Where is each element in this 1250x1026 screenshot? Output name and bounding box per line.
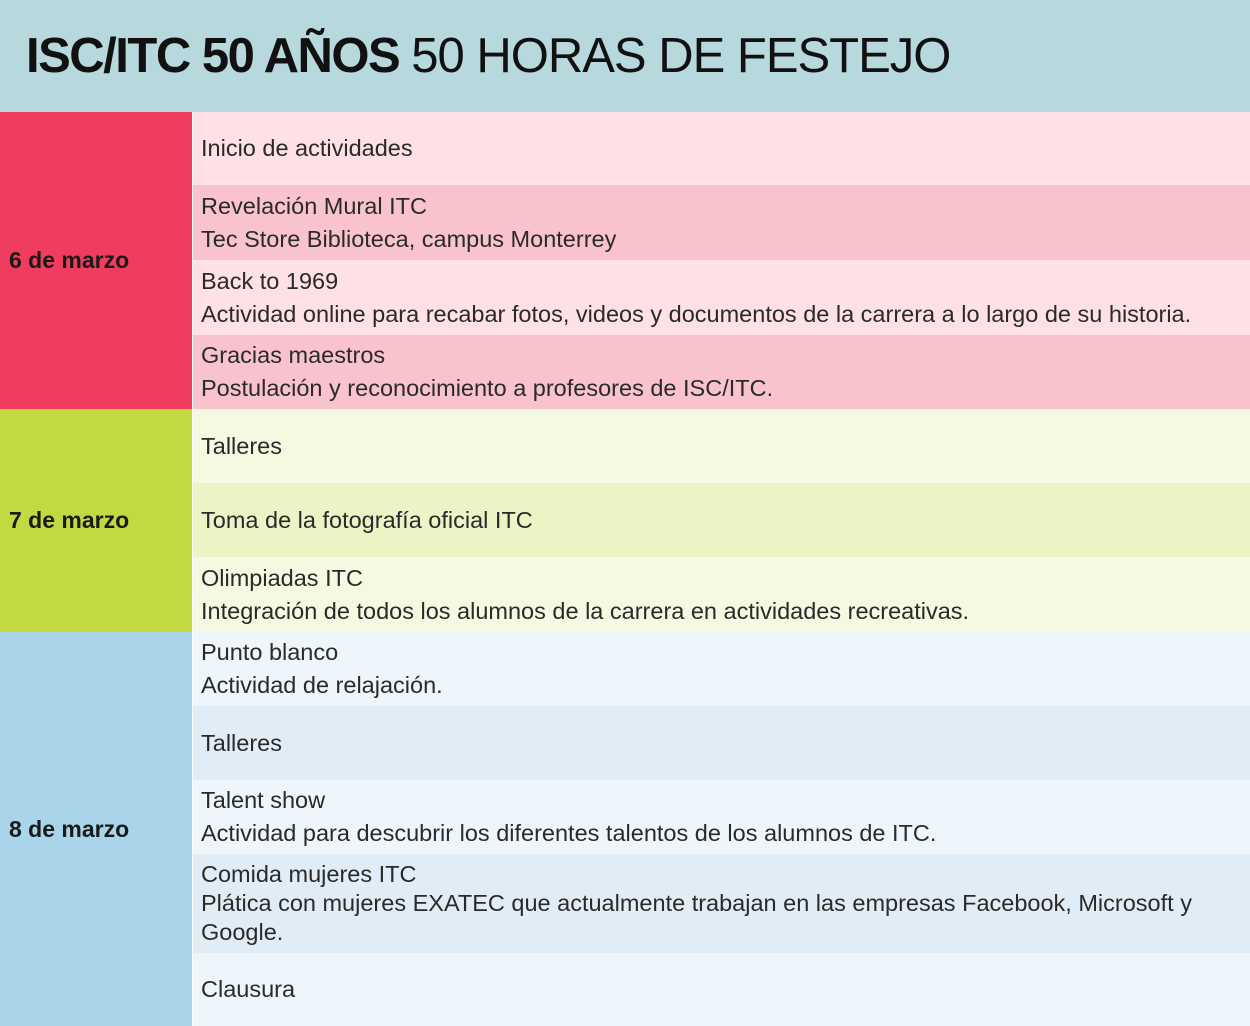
page-header bbox=[0, 0, 1250, 112]
event-title: Gracias maestros bbox=[201, 342, 386, 368]
event-title: Punto blanco bbox=[201, 639, 339, 665]
event-row bbox=[193, 632, 1250, 706]
event-description: Plática con mujeres EXATEC que actualmente trabajan en las empresas Facebook, Microsoft y Google. bbox=[201, 890, 1192, 945]
event-description: Integración de todos los alumnos de la carrera en actividades recreativas. bbox=[201, 597, 970, 624]
event-row bbox=[193, 483, 1250, 557]
event-list bbox=[193, 632, 1250, 1026]
header-title-bold: ISC/ITC 50 AÑOS bbox=[26, 29, 400, 83]
event-title: Comida mujeres ITC bbox=[201, 861, 417, 887]
event-list bbox=[193, 409, 1250, 632]
event-list bbox=[193, 112, 1250, 409]
day-label: 6 de marzo bbox=[0, 112, 192, 409]
event-row bbox=[193, 335, 1250, 409]
event-title: Olimpiadas ITC bbox=[201, 564, 363, 591]
event-row bbox=[193, 409, 1250, 483]
event-title: Inicio de actividades bbox=[201, 135, 413, 161]
event-title: Clausura bbox=[201, 976, 296, 1002]
event-title: Talent show bbox=[201, 787, 326, 813]
event-title: Revelación Mural ITC bbox=[201, 192, 427, 219]
event-title: Back to 1969 bbox=[201, 267, 339, 294]
event-row bbox=[193, 780, 1250, 854]
event-title: Toma de la fotografía oficial ITC bbox=[201, 506, 533, 533]
event-row bbox=[193, 854, 1250, 953]
day-section-6-marzo bbox=[0, 112, 1250, 409]
event-row bbox=[193, 112, 1250, 185]
event-description: Tec Store Biblioteca, campus Monterrey bbox=[201, 225, 617, 252]
event-row bbox=[193, 185, 1250, 260]
event-row bbox=[193, 706, 1250, 780]
day-label: 7 de marzo bbox=[0, 409, 192, 632]
event-title: Talleres bbox=[201, 729, 282, 756]
event-row bbox=[193, 953, 1250, 1026]
event-description: Actividad para descubrir los diferentes talentos de los alumnos de ITC. bbox=[201, 820, 937, 846]
event-description: Postulación y reconocimiento a profesores de ISC/ITC. bbox=[201, 375, 774, 401]
day-section-8-marzo bbox=[0, 632, 1250, 1026]
header-title-light: 50 HORAS DE FESTEJO bbox=[411, 29, 951, 83]
event-row bbox=[193, 260, 1250, 335]
event-row bbox=[193, 557, 1250, 632]
event-description: Actividad online para recabar fotos, videos y documentos de la carrera a lo largo de su historia. bbox=[201, 300, 1192, 327]
day-label: 8 de marzo bbox=[0, 632, 192, 1026]
day-section-7-marzo bbox=[0, 409, 1250, 632]
event-description: Actividad de relajación. bbox=[201, 672, 443, 698]
event-title: Talleres bbox=[201, 432, 282, 459]
